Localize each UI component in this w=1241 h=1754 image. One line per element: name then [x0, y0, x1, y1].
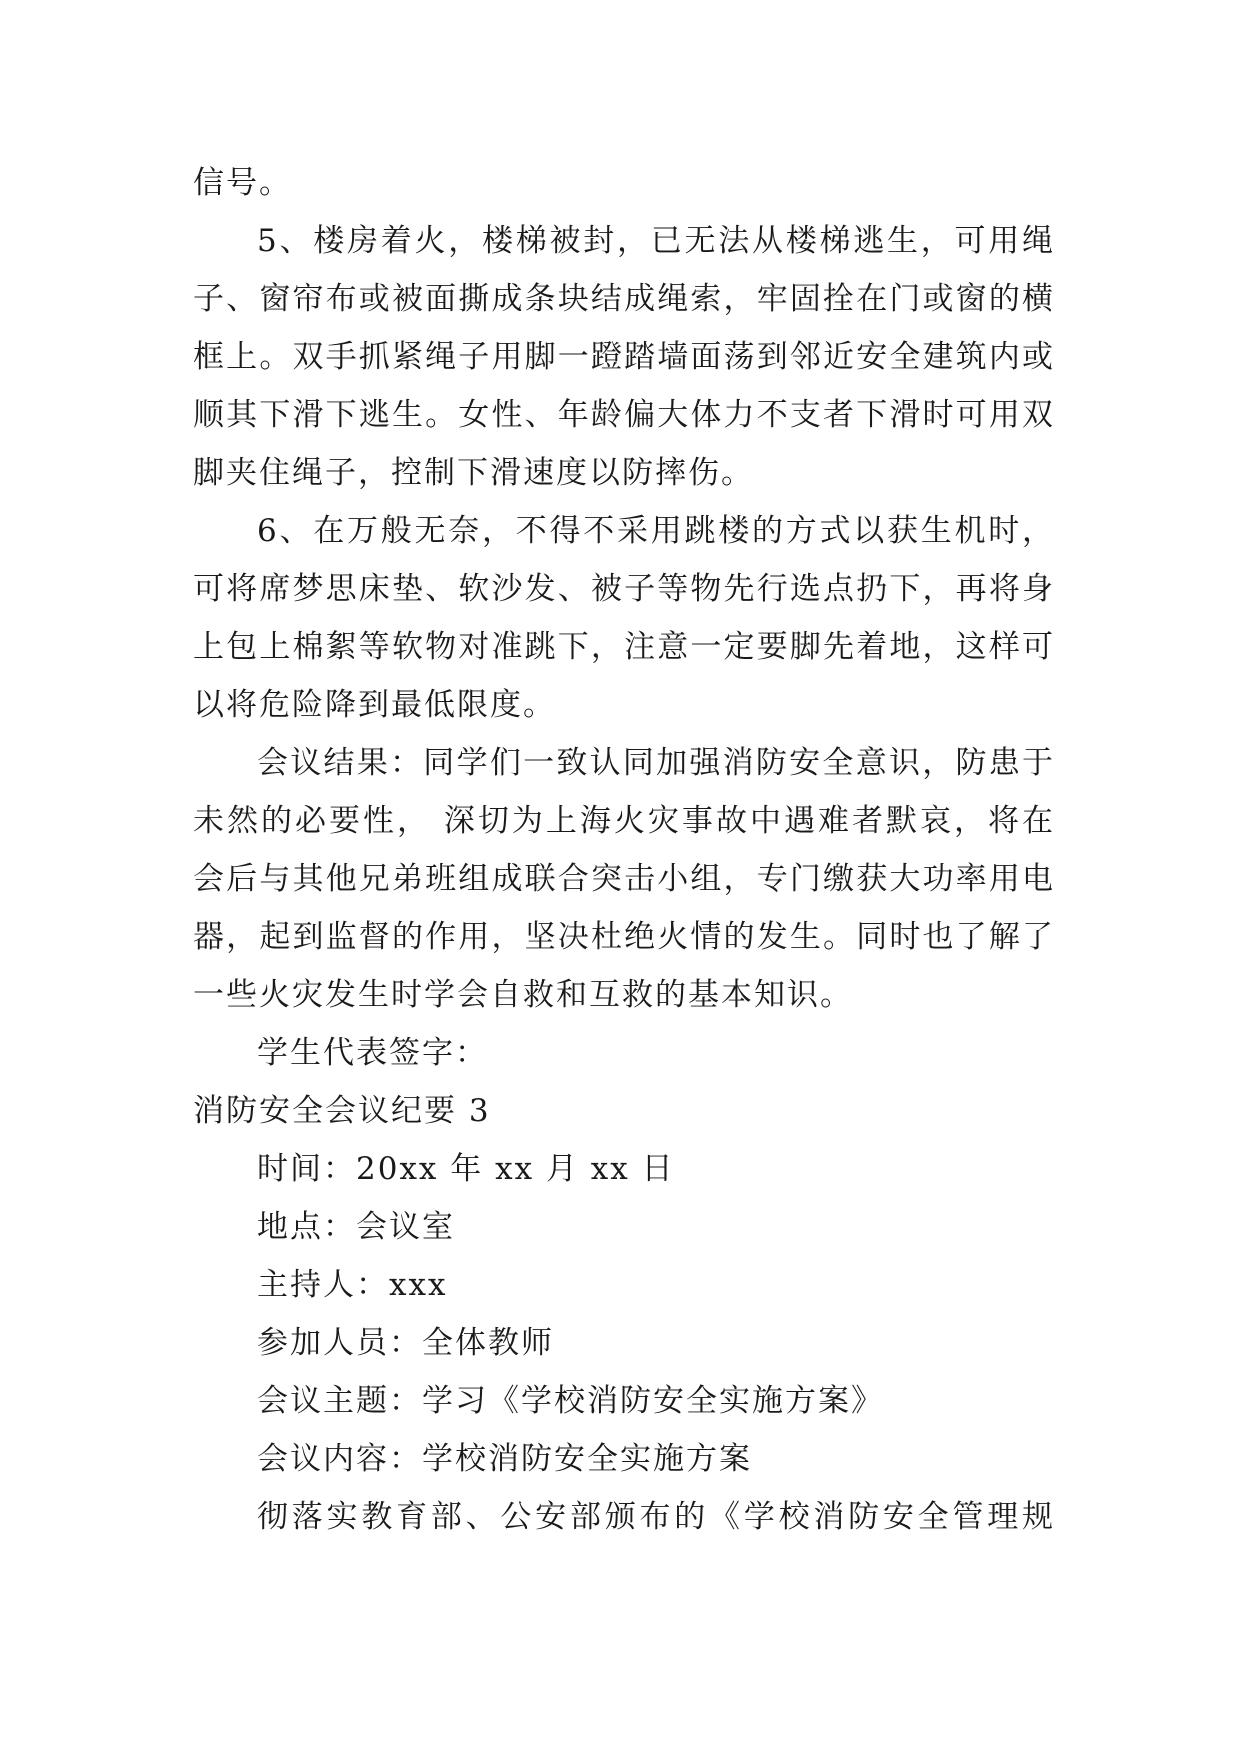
text-line: 一些火灾发生时学会自救和互救的基本知识。 — [193, 977, 853, 1013]
text-line: 彻落实教育部、公安部颁布的《学校消防安全管理规 — [257, 1499, 1055, 1535]
text-line: 顺其下滑下逃生。女性、年龄偏大体力不支者下滑时可用双 — [193, 397, 1055, 433]
document-body — [193, 154, 1055, 1546]
text-line: 地点：会议室 — [257, 1209, 455, 1245]
text-line: 可将席梦思床垫、软沙发、被子等物先行选点扔下，再将身 — [193, 571, 1055, 607]
text-line: 5、楼房着火，楼梯被封，已无法从楼梯逃生，可用绳 — [257, 223, 1055, 259]
text-line: 器，起到监督的作用，坚决杜绝火情的发生。同时也了解了 — [193, 919, 1055, 955]
text-line: 框上。双手抓紧绳子用脚一蹬踏墙面荡到邻近安全建筑内或 — [193, 339, 1055, 375]
text-line: 会议主题：学习《学校消防安全实施方案》 — [257, 1383, 884, 1419]
text-line: 子、窗帘布或被面撕成条块结成绳索，牢固拴在门或窗的横 — [193, 281, 1055, 317]
text-line: 会议结果：同学们一致认同加强消防安全意识，防患于 — [257, 745, 1055, 781]
section-heading: 消防安全会议纪要 3 — [193, 1093, 491, 1129]
text-line: 信号。 — [193, 165, 292, 201]
text-line: 时间：20xx 年 xx 月 xx 日 — [257, 1151, 675, 1187]
text-line: 主持人：xxx — [257, 1267, 448, 1303]
text-line: 参加人员：全体教师 — [257, 1325, 554, 1361]
text-line: 以将危险降到最低限度。 — [193, 687, 556, 723]
text-line: 上包上棉絮等软物对准跳下，注意一定要脚先着地，这样可 — [193, 629, 1055, 665]
text-line: 学生代表签字： — [257, 1035, 488, 1071]
text-line: 未然的必要性， 深切为上海火灾事故中遇难者默哀，将在 — [193, 803, 1055, 839]
text-line: 6、在万般无奈，不得不采用跳楼的方式以获生机时， — [257, 513, 1055, 549]
text-line: 会后与其他兄弟班组成联合突击小组，专门缴获大功率用电 — [193, 861, 1055, 897]
text-line: 脚夹住绳子，控制下滑速度以防摔伤。 — [193, 455, 754, 491]
text-line: 会议内容：学校消防安全实施方案 — [257, 1441, 752, 1477]
